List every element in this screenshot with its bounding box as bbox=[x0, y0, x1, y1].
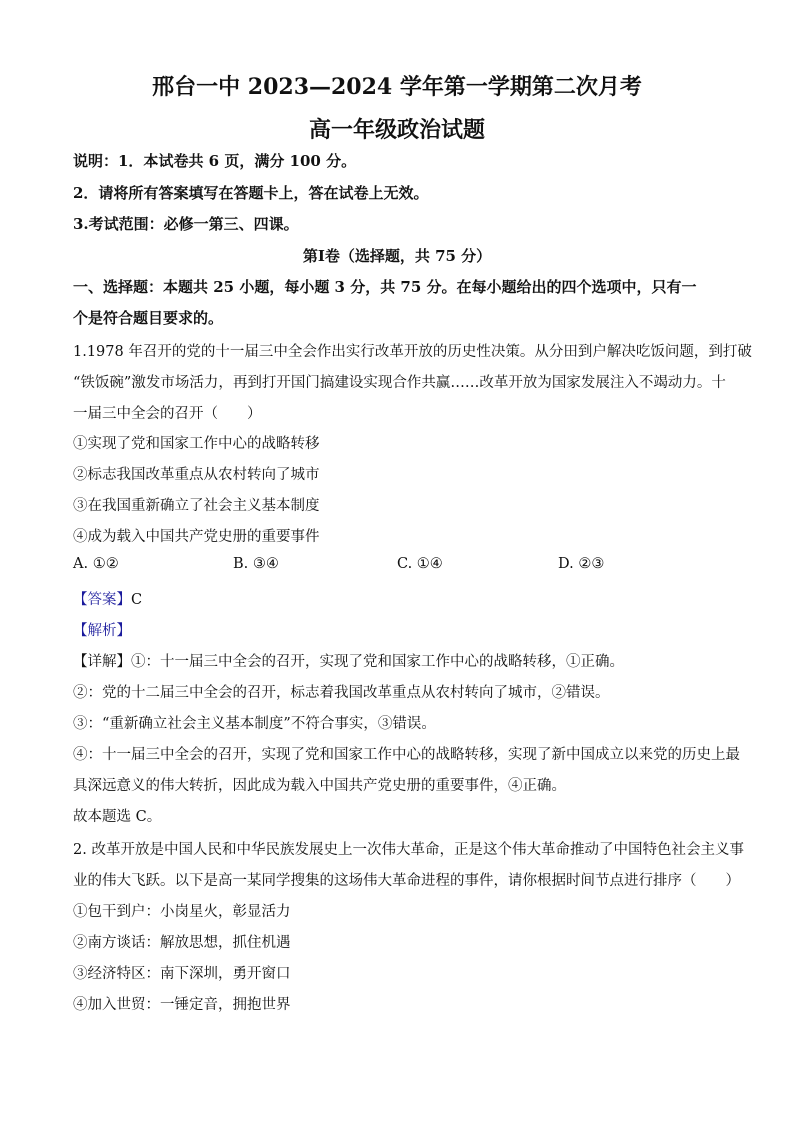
statement-item: ③经济特区：南下深圳，勇开窗口 bbox=[73, 966, 291, 982]
question-stem-line: 一届三中全会的召开（ ） bbox=[73, 406, 262, 422]
analysis-line: ④：十一届三中全会的召开，实现了党和国家工作中心的战略转移，实现了新中国成立以来党的历史上最 bbox=[73, 747, 740, 763]
statement-item: ③在我国重新确立了社会主义基本制度 bbox=[73, 498, 320, 514]
analysis-line: ③：“重新确立社会主义基本制度”不符合事实，③错误。 bbox=[73, 716, 436, 732]
answer-tag: 【答案】 bbox=[73, 592, 131, 608]
option-d: D. ②③ bbox=[558, 556, 605, 572]
section-title: 第Ⅰ卷（选择题，共 75 分） bbox=[302, 247, 492, 265]
exam-subtitle: 高一年级政治试题 bbox=[308, 117, 485, 143]
answer-options bbox=[73, 556, 723, 576]
question-stem-line: 1.1978 年召开的党的十一届三中全会作出实行改革开放的历史性决策。从分田到户解决吃饭问题，到打破 bbox=[73, 344, 752, 360]
note-line: 3.考试范围：必修一第三、四课。 bbox=[73, 215, 299, 233]
statement-item: ①实现了党和国家工作中心的战略转移 bbox=[73, 436, 320, 452]
question-stem-line: 2. 改革开放是中国人民和中华民族发展史上一次伟大革命，正是这个伟大革命推动了中国特色社会主义事 bbox=[73, 842, 744, 858]
exam-title: 邢台一中 2023—2024 学年第一学期第二次月考 bbox=[152, 74, 642, 100]
statement-item: ②南方谈话：解放思想，抓住机遇 bbox=[73, 935, 291, 951]
analysis-line: 【详解】①：十一届三中全会的召开，实现了党和国家工作中心的战略转移，①正确。 bbox=[73, 654, 624, 670]
statement-item: ①包干到户：小岗星火，彰显活力 bbox=[73, 904, 291, 920]
option-a: A. ①② bbox=[73, 556, 119, 572]
analysis-line: 具深远意义的伟大转折，因此成为载入中国共产党史册的重要事件，④正确。 bbox=[73, 778, 566, 794]
option-c: C. ①④ bbox=[397, 556, 443, 572]
answer-value: C bbox=[131, 592, 143, 608]
question-stem-line: “铁饭碗”激发市场活力，再到打开国门搞建设实现合作共赢……改革开放为国家发展注入不竭动力。十 bbox=[73, 375, 726, 391]
note-line: 2．请将所有答案填写在答题卡上，答在试卷上无效。 bbox=[73, 184, 429, 202]
statement-item: ②标志我国改革重点从农村转向了城市 bbox=[73, 467, 320, 483]
note-line: 说明：1．本试卷共 6 页，满分 100 分。 bbox=[73, 152, 357, 170]
question-stem-line: 业的伟大飞跃。以下是高一某同学搜集的这场伟大革命进程的事件，请你根据时间节点进行排序（ ） bbox=[73, 873, 740, 889]
option-b: B. ③④ bbox=[233, 556, 279, 572]
instruction-line: 个是符合题目要求的。 bbox=[73, 309, 224, 327]
analysis-tag: 【解析】 bbox=[73, 623, 131, 639]
statement-item: ④加入世贸：一锤定音，拥抱世界 bbox=[73, 997, 291, 1013]
answer-line bbox=[73, 588, 142, 609]
instruction-line: 一、选择题：本题共 25 小题，每小题 3 分，共 75 分。在每小题给出的四个选项中，只有一 bbox=[73, 278, 697, 296]
analysis-line: 故本题选 C。 bbox=[73, 809, 162, 825]
analysis-line: ②：党的十二届三中全会的召开，标志着我国改革重点从农村转向了城市，②错误。 bbox=[73, 685, 610, 701]
statement-item: ④成为载入中国共产党史册的重要事件 bbox=[73, 529, 320, 545]
